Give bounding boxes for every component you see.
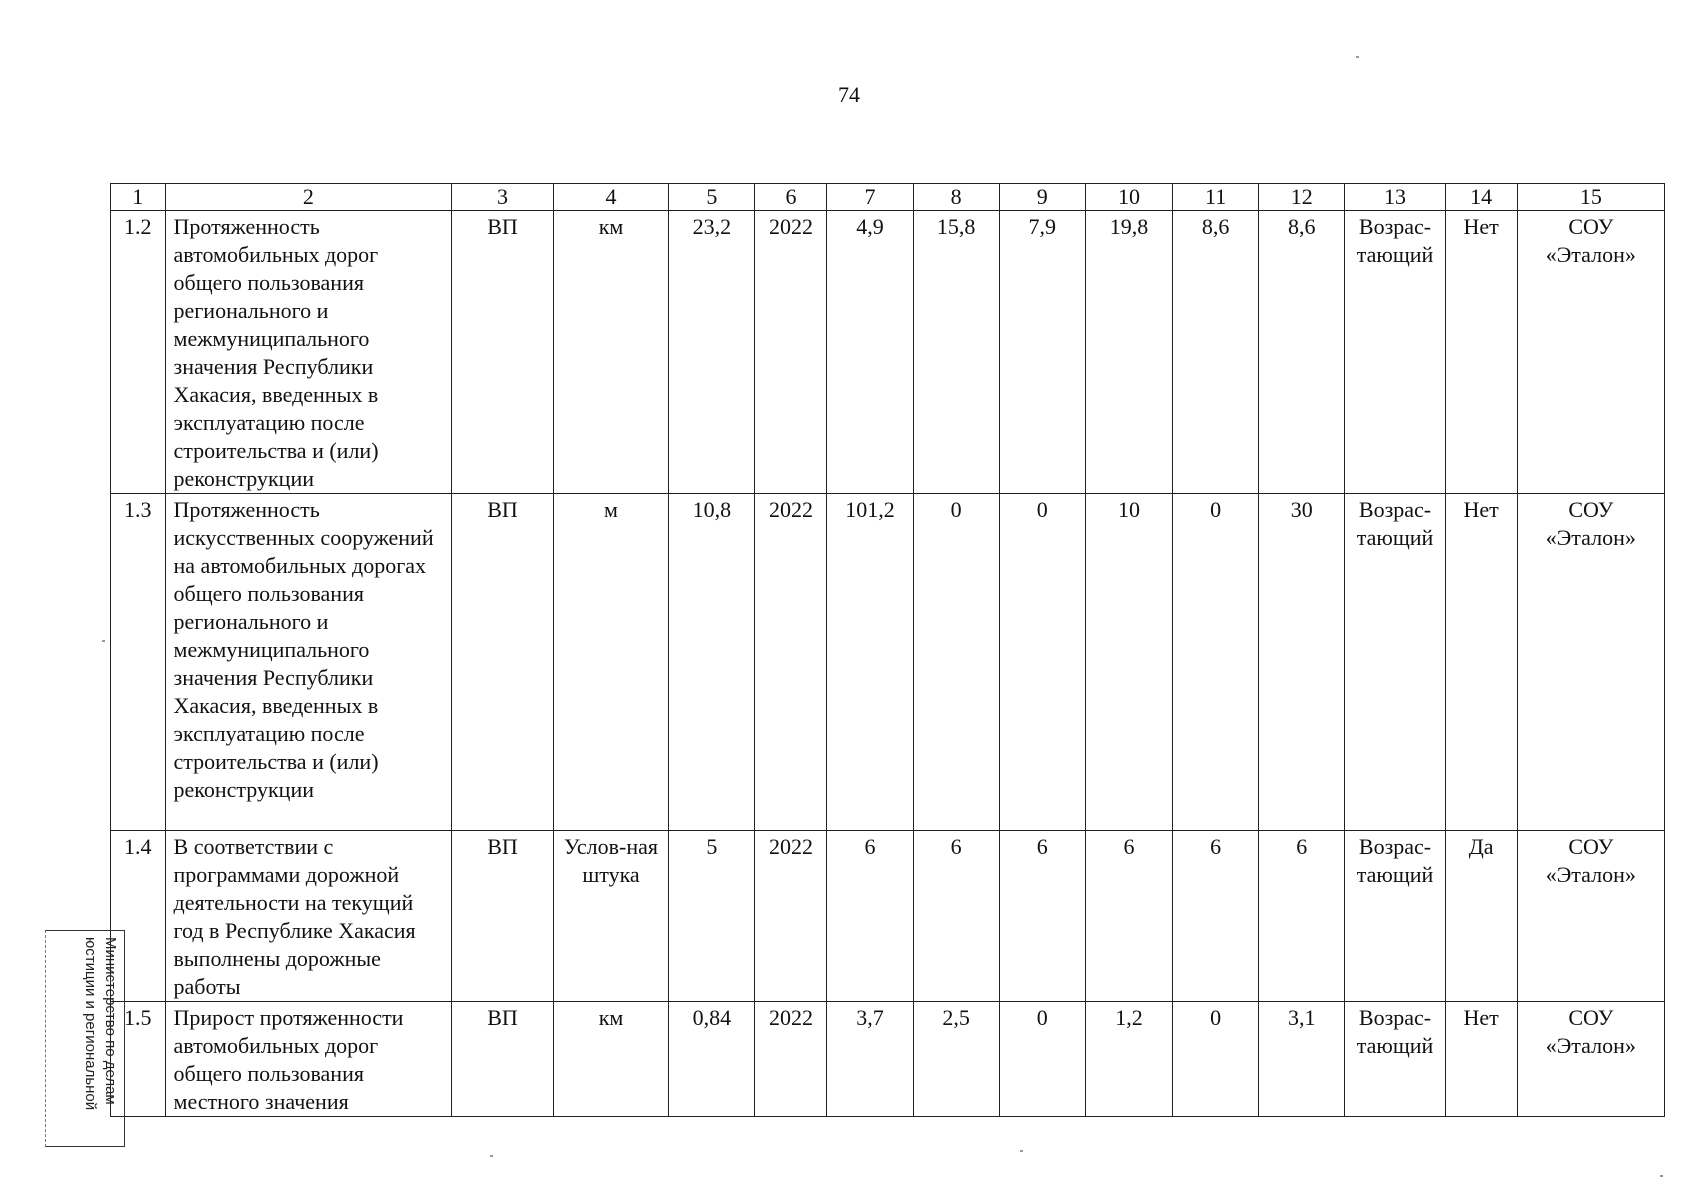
table-row [111, 211, 1665, 494]
registration-stamp [45, 930, 125, 1147]
cell-level: ВП [452, 831, 553, 1002]
table-row [111, 1002, 1665, 1117]
column-header: 4 [553, 184, 669, 211]
cell-level: ВП [452, 494, 553, 831]
cell-base-year: 2022 [755, 494, 827, 831]
cell-value: 6 [827, 831, 913, 1002]
cell-level: ВП [452, 1002, 553, 1117]
cell-value: 1,2 [1085, 1002, 1172, 1117]
cell-value: 30 [1259, 494, 1345, 831]
cell-value: 101,2 [827, 494, 913, 831]
cell-system: СОУ «Эталон» [1517, 211, 1664, 494]
cell-value: 6 [999, 831, 1085, 1002]
indicator-name: Протяженность автомобильных дорог общего пользования регионального и межмуниципального значения Республики Хакасия, введенных в эксплуатацию после строительства и (или) реконструкции [165, 211, 452, 494]
indicators-table [110, 183, 1665, 1117]
column-header: 7 [827, 184, 913, 211]
column-header: 9 [999, 184, 1085, 211]
column-header: 13 [1345, 184, 1445, 211]
cell-value: 4,9 [827, 211, 913, 494]
cell-value: 19,8 [1085, 211, 1172, 494]
page-number: 74 [838, 82, 860, 107]
scan-speck [1356, 56, 1359, 58]
column-number-row [111, 184, 1665, 211]
cell-flag: Да [1445, 831, 1517, 1002]
cell-base-year: 2022 [755, 211, 827, 494]
row-number: 1.3 [111, 494, 166, 831]
cell-value: 0 [999, 1002, 1085, 1117]
column-header: 12 [1259, 184, 1345, 211]
cell-value: 10 [1085, 494, 1172, 831]
cell-value: 3,1 [1259, 1002, 1345, 1117]
cell-value: 0 [913, 494, 999, 831]
cell-value: 2,5 [913, 1002, 999, 1117]
cell-flag: Нет [1445, 1002, 1517, 1117]
cell-value: 8,6 [1173, 211, 1259, 494]
column-header: 14 [1445, 184, 1517, 211]
cell-trend: Возрас-тающий [1345, 211, 1445, 494]
cell-value: 8,6 [1259, 211, 1345, 494]
table-row [111, 831, 1665, 1002]
cell-value: 6 [913, 831, 999, 1002]
cell-value: 3,7 [827, 1002, 913, 1117]
cell-trend: Возрас-тающий [1345, 1002, 1445, 1117]
cell-value: 6 [1085, 831, 1172, 1002]
scan-speck [1660, 1175, 1663, 1177]
column-header: 8 [913, 184, 999, 211]
cell-unit: м [553, 494, 669, 831]
column-header: 3 [452, 184, 553, 211]
cell-base-value: 10,8 [669, 494, 755, 831]
cell-base-value: 23,2 [669, 211, 755, 494]
column-header: 2 [165, 184, 452, 211]
row-number: 1.4 [111, 831, 166, 1002]
cell-flag: Нет [1445, 211, 1517, 494]
column-header: 1 [111, 184, 166, 211]
stamp-line-1: Министерство по делам [102, 937, 119, 1105]
cell-flag: Нет [1445, 494, 1517, 831]
cell-value: 0 [1173, 494, 1259, 831]
indicator-name: Протяженность искусственных сооружений на автомобильных дорогах общего пользования регионального и межмуниципального значения Республики Хакасия, введенных в эксплуатацию после строительства и (или) реконструкции [165, 494, 452, 831]
cell-value: 0 [1173, 1002, 1259, 1117]
scan-speck [1020, 1150, 1023, 1152]
cell-value: 6 [1259, 831, 1345, 1002]
cell-system: СОУ «Эталон» [1517, 494, 1664, 831]
column-header: 6 [755, 184, 827, 211]
column-header: 5 [669, 184, 755, 211]
indicator-name: В соответствии с программами дорожной деятельности на текущий год в Республике Хакасия выполнены дорожные работы [165, 831, 452, 1002]
cell-base-year: 2022 [755, 831, 827, 1002]
table-row [111, 494, 1665, 831]
stamp-line-2: юстиции и региональной [82, 937, 99, 1111]
cell-trend: Возрас-тающий [1345, 831, 1445, 1002]
row-number: 1.5 [111, 1002, 166, 1117]
cell-trend: Возрас-тающий [1345, 494, 1445, 831]
cell-system: СОУ «Эталон» [1517, 1002, 1664, 1117]
cell-value: 0 [999, 494, 1085, 831]
cell-value: 7,9 [999, 211, 1085, 494]
column-header: 10 [1085, 184, 1172, 211]
cell-value: 15,8 [913, 211, 999, 494]
cell-unit: км [553, 211, 669, 494]
indicator-name: Прирост протяженности автомобильных дорог общего пользования местного значения [165, 1002, 452, 1117]
cell-base-value: 5 [669, 831, 755, 1002]
cell-base-value: 0,84 [669, 1002, 755, 1117]
scan-speck [490, 1155, 493, 1157]
cell-unit: Услов-ная штука [553, 831, 669, 1002]
cell-unit: км [553, 1002, 669, 1117]
column-header: 11 [1173, 184, 1259, 211]
scan-speck [102, 640, 105, 642]
row-number: 1.2 [111, 211, 166, 494]
column-header: 15 [1517, 184, 1664, 211]
cell-base-year: 2022 [755, 1002, 827, 1117]
cell-value: 6 [1173, 831, 1259, 1002]
cell-system: СОУ «Эталон» [1517, 831, 1664, 1002]
cell-level: ВП [452, 211, 553, 494]
